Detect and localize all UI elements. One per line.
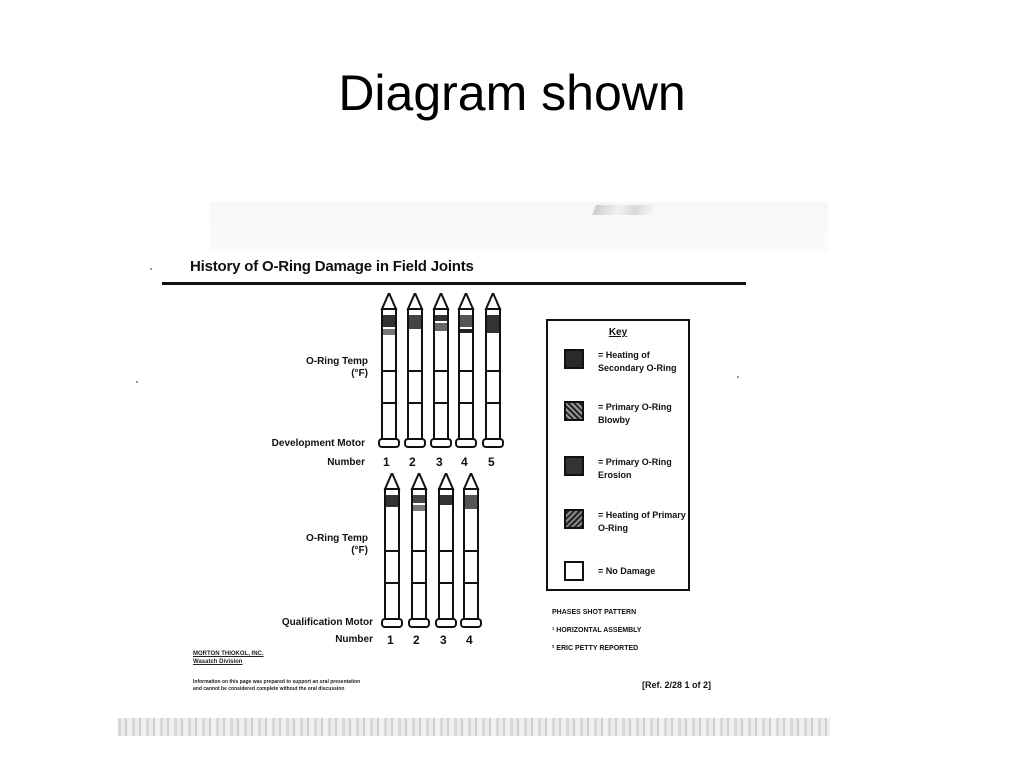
scan-speck [150, 268, 152, 270]
notes-block [552, 604, 641, 658]
footer-disclaimer: Information on this page was prepared to support an oral presentation and cannot be considered complete without the oral discussion [193, 679, 361, 692]
upper-motor-number: 1 [383, 455, 390, 469]
key-swatch-icon [564, 349, 584, 369]
lower-motor-number: 1 [387, 633, 394, 647]
footer-company: MORTON THIOKOL, INC. Wasatch Division [193, 651, 264, 665]
notes-heading: PHASES SHOT PATTERN [552, 609, 637, 616]
motor-rocket [430, 293, 452, 461]
lower-motor-label: Qualification Motor [281, 617, 373, 628]
motor-rocket [460, 473, 482, 641]
motor-rocket [404, 293, 426, 461]
motor-rocket [455, 293, 477, 461]
lower-temp-label: O-Ring Temp (°F) [305, 533, 368, 556]
key-swatch-icon [564, 401, 584, 421]
upper-motor-number: 4 [461, 455, 468, 469]
motor-rocket [482, 293, 504, 461]
scan-mark [592, 205, 656, 215]
lower-motor-number: 3 [440, 633, 447, 647]
notes-line: ² ERIC PETTY REPORTED [552, 645, 639, 652]
upper-motor-number: 3 [436, 455, 443, 469]
lower-number-label: Number [335, 634, 373, 645]
document-title: History of O-Ring Damage in Field Joints [190, 258, 474, 275]
upper-motor-number: 5 [488, 455, 495, 469]
lower-motor-number: 4 [466, 633, 473, 647]
motor-rocket [408, 473, 430, 641]
upper-number-label: Number [327, 457, 365, 468]
upper-motor-number: 2 [409, 455, 416, 469]
key-item-label: = No Damage [598, 566, 656, 576]
upper-temp-label: O-Ring Temp (°F) [305, 356, 368, 379]
reference-label: [Ref. 2/28 1 of 2] [642, 680, 712, 690]
scan-strip-top [210, 202, 828, 252]
motor-rocket [378, 293, 400, 461]
scan-speck [737, 376, 739, 378]
slide-title: Diagram shown [338, 65, 686, 121]
note-marker: ¹ [552, 627, 557, 634]
note-marker: ² [552, 645, 557, 652]
key-item-label: = Heating of Secondary O-Ring [598, 350, 677, 373]
key-title: Key [608, 327, 628, 338]
scan-speck [136, 381, 138, 383]
key-swatch-icon [564, 561, 584, 581]
motor-rocket [381, 473, 403, 641]
notes-line: ¹ HORIZONTAL ASSEMBLY [552, 627, 642, 634]
upper-motor-label: Development Motor [271, 438, 365, 449]
key-item-label: = Primary O-Ring Erosion [598, 457, 672, 480]
key-swatch-icon [564, 509, 584, 529]
key-item-label: = Primary O-Ring Blowby [598, 402, 672, 425]
key-item-label: = Heating of Primary O-Ring [598, 510, 686, 533]
scan-strip-bottom [118, 718, 830, 736]
key-legend [546, 319, 690, 591]
key-swatch-icon [564, 456, 584, 476]
title-rule [162, 282, 746, 285]
motor-rocket [435, 473, 457, 641]
lower-motor-number: 2 [413, 633, 420, 647]
